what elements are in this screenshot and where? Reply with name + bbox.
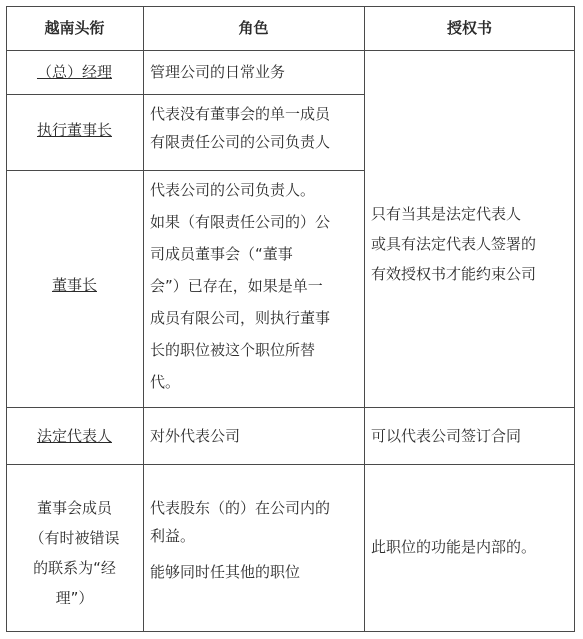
row-authority-board-member: 此职位的功能是内部的。: [371, 538, 537, 556]
row-title-legal-representative: 法定代表人: [36, 427, 112, 445]
header-role: 角色: [238, 19, 269, 37]
row-role-board-member: 代表股东（的）在公司内的 利益。 能够同时任其他的职位: [150, 499, 331, 581]
table-border-bottom: [6, 631, 575, 632]
row-divider: [6, 94, 364, 95]
row-title-executive-chairman: 执行董事长: [36, 121, 112, 139]
header-title: 越南头衔: [44, 19, 105, 37]
row-role-chairman: 代表公司的公司负责人。 如果（有限责任公司的）公 司成员董事会（“董事 会”）已存在，如果是单一 成员有限公司，则执行董事 长的职位被这个职位所替 代。: [150, 181, 331, 391]
roles-table: [6, 6, 575, 632]
row-divider: [6, 170, 364, 171]
merged-authority-text: 只有当其是法定代表人 或具有法定代表人签署的 有效授权书才能约束公司: [371, 205, 537, 283]
row-title-board-member: 董事会成员 （有时被错误 的联系为“经 理”）: [29, 499, 120, 607]
row-divider: [6, 407, 575, 408]
table-border-top: [6, 6, 575, 7]
row-authority-legal-representative: 可以代表公司签订合同: [371, 427, 522, 445]
row-role-executive-chairman: 代表没有董事会的单一成员 有限责任公司的公司负责人: [150, 105, 331, 151]
header-divider: [6, 50, 575, 51]
row-role-manager: 管理公司的日常业务: [150, 63, 286, 81]
header-authority: 授权书: [446, 19, 492, 37]
row-title-manager: （总）经理: [36, 63, 112, 81]
row-divider: [6, 464, 575, 465]
row-role-legal-representative: 对外代表公司: [150, 427, 241, 445]
row-title-chairman: 董事长: [51, 276, 97, 294]
